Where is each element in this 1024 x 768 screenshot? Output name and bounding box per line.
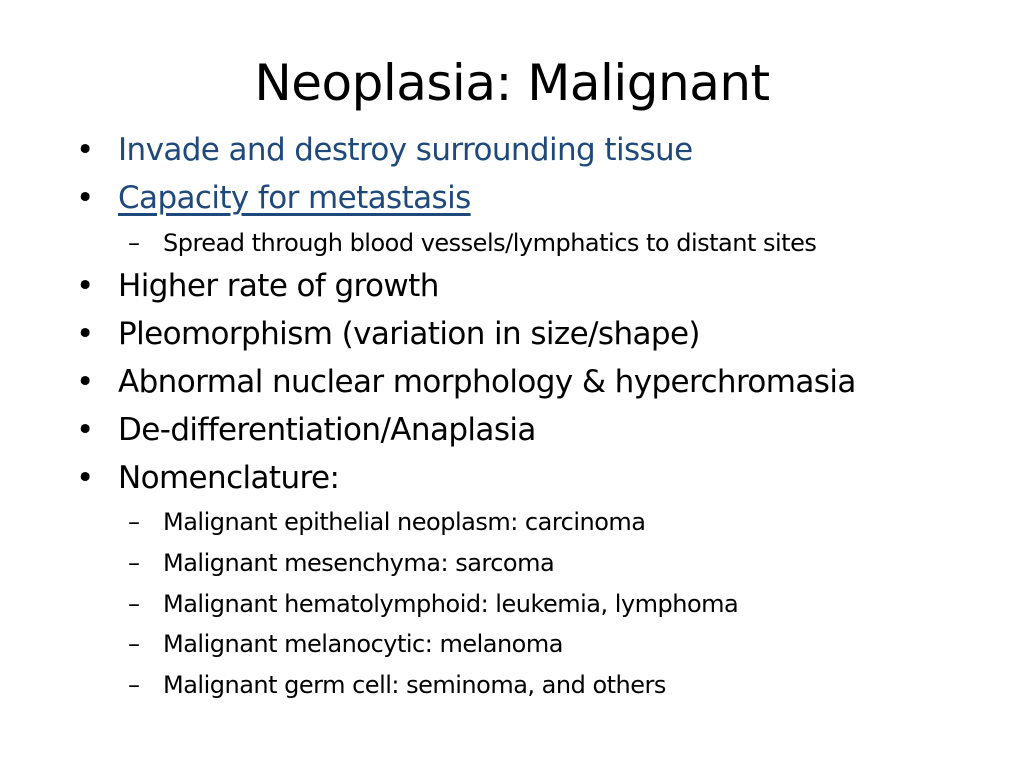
bullet-item [76,264,439,308]
bullet-icon: • [76,180,94,216]
dash-icon: – [128,229,140,257]
bullet-icon: • [76,412,94,448]
dash-icon: – [128,590,140,618]
bullet-text: De-differentiation/Anaplasia [118,412,536,448]
slide-title: Neoplasia: Malignant [254,54,770,112]
bullet-item [76,312,700,356]
dash-icon: – [128,671,140,699]
bullet-text: Pleomorphism (variation in size/shape) [118,316,700,352]
sub-bullet-text: Malignant hematolymphoid: leukemia, lymphoma [163,590,739,618]
bullet-icon: • [76,268,94,304]
sub-bullet-item [128,626,563,662]
bullet-item[interactable] [76,176,471,220]
sub-bullet-text: Malignant mesenchyma: sarcoma [163,549,555,577]
dash-icon: – [128,630,140,658]
metastasis-link[interactable]: Capacity for metastasis [118,180,471,216]
bullet-text: Abnormal nuclear morphology & hyperchromasia [118,364,856,400]
bullet-icon: • [76,132,94,168]
bullet-text: Invade and destroy surrounding tissue [118,132,693,168]
sub-bullet-text: Malignant epithelial neoplasm: carcinoma [163,508,646,536]
sub-bullet-item [128,667,666,703]
bullet-item [76,360,856,404]
dash-icon: – [128,508,140,536]
bullet-text: Higher rate of growth [118,268,439,304]
sub-bullet-text: Spread through blood vessels/lymphatics to distant sites [163,229,817,257]
bullet-icon: • [76,364,94,400]
sub-bullet-item [128,225,816,261]
sub-bullet-item [128,504,646,540]
bullet-item [76,408,536,452]
bullet-text: Nomenclature: [118,460,340,496]
bullet-item [76,456,339,500]
bullet-icon: • [76,316,94,352]
sub-bullet-item [128,545,554,581]
sub-bullet-text: Malignant germ cell: seminoma, and others [163,671,666,699]
bullet-item [76,128,693,172]
sub-bullet-item [128,586,738,622]
sub-bullet-text: Malignant melanocytic: melanoma [163,630,563,658]
dash-icon: – [128,549,140,577]
bullet-icon: • [76,460,94,496]
